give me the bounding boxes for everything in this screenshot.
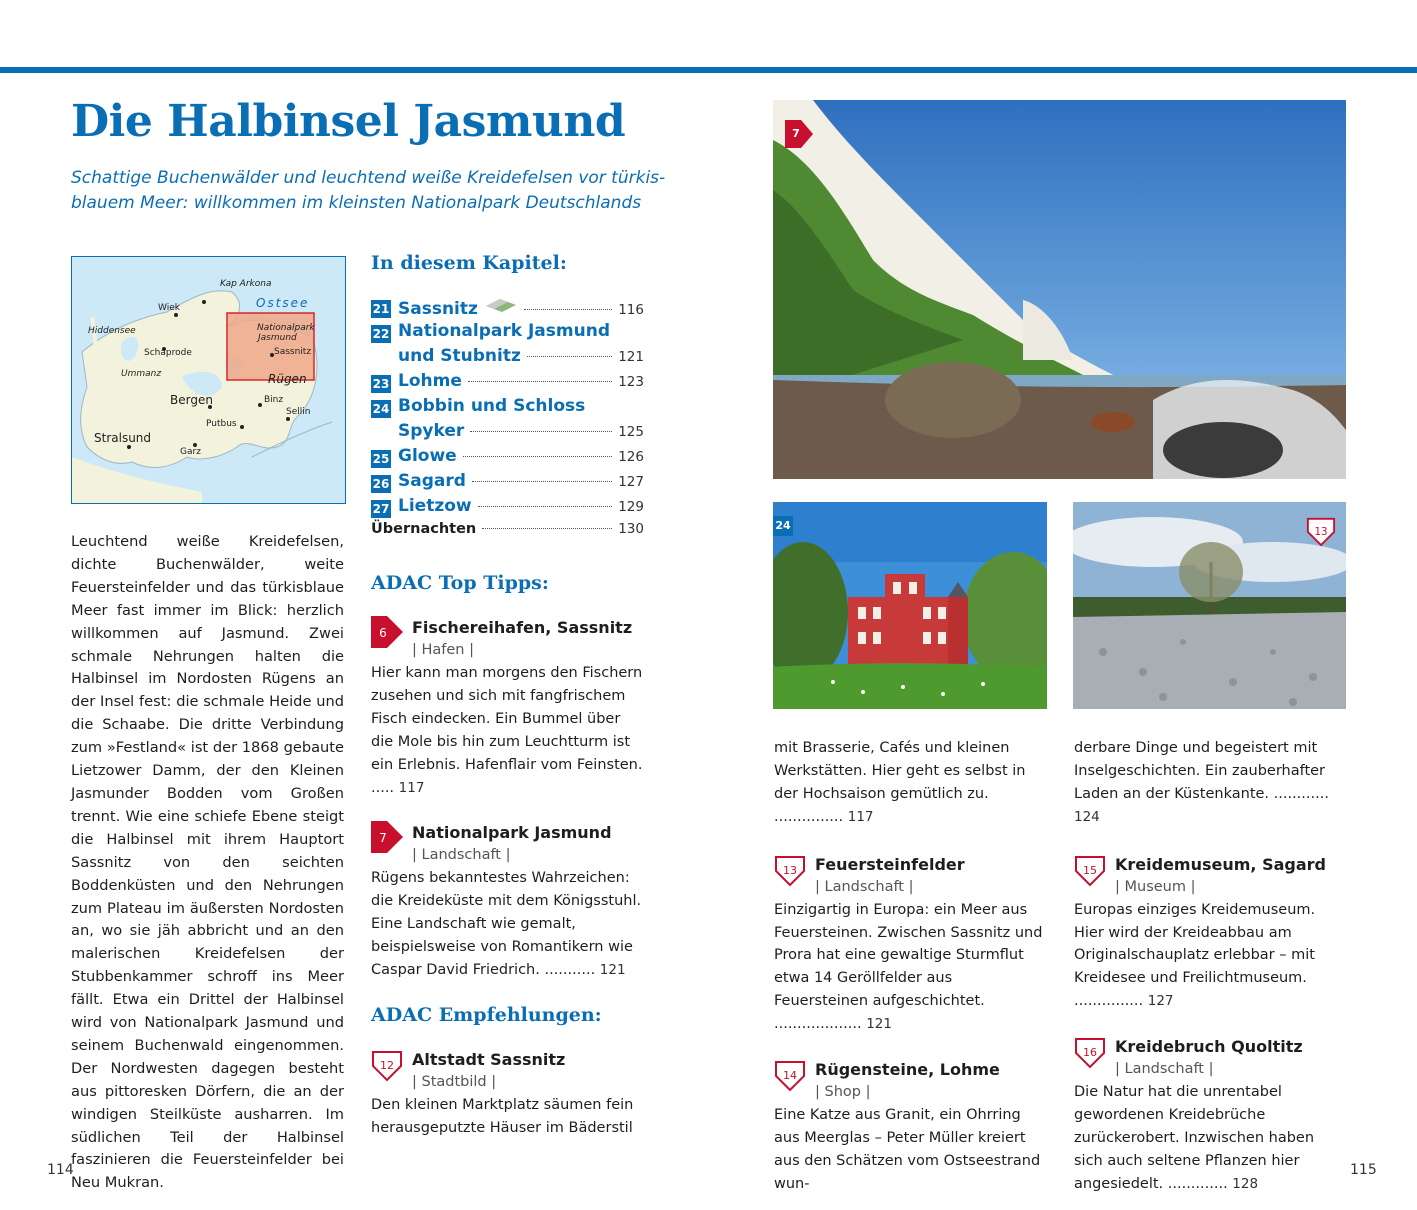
map-label-ostsee: Ostsee: [256, 296, 310, 310]
recommendation-pin-icon: [774, 853, 806, 887]
tip-page: 121: [599, 962, 626, 979]
tip-category: | Stadtbild |: [412, 1073, 497, 1090]
toc-item-sagard[interactable]: [371, 471, 644, 496]
tip-page: 127: [1147, 993, 1174, 1010]
top-tips-heading: ADAC Top Tipps:: [371, 572, 549, 594]
toc-name: Lietzow: [398, 496, 472, 516]
toc-item-glowe[interactable]: [371, 446, 644, 471]
toc-page: 116: [618, 302, 644, 318]
map-label-jasmund: Jasmund: [258, 333, 297, 343]
toc-name: Nationalpark Jasmund: [398, 321, 610, 341]
toc-item-lietzow[interactable]: [371, 496, 644, 521]
tip-title: Fischereihafen, Sassnitz: [412, 618, 633, 637]
toc-number: 25: [372, 451, 390, 466]
tip-text: Europas einziges Kreidemuseum. Hier wird der Kreideabbau am Originalschauplatz erlebbar – mit Kreidesee und Freilichtmuseum. ............... 127: [1074, 901, 1316, 1010]
map-icon: [484, 296, 518, 314]
top-tip-fischereihafen: [371, 616, 644, 799]
tip-category: | Museum |: [1115, 878, 1196, 895]
toc-item-nationalpark[interactable]: [371, 321, 644, 346]
toc-page: 130: [618, 521, 644, 537]
tip-text: Den kleinen Marktplatz säumen fein herausgeputzte Häuser im Bäderstil: [371, 1096, 634, 1136]
map-label-nationalpark: Nationalpark: [257, 323, 315, 333]
recommendation-pin-icon: [1074, 853, 1106, 887]
chapter-subtitle: Schattige Buchenwälder und leuchtend weiße Kreidefelsen vor türkis- blauem Meer: willkommen im kleinsten Nationalpark Deutschlands: [71, 168, 666, 213]
toc-number: 21: [372, 301, 390, 316]
map-label-kap-arkona: Kap Arkona: [220, 279, 272, 289]
tip-page: 117: [398, 779, 425, 796]
recommendation-pin-icon: [1074, 1035, 1106, 1069]
toc-number: 22: [372, 326, 390, 341]
continued-text: mit Brasserie, Cafés und kleinen Werkstätten. Hier geht es selbst in der Hochsaison gemütlich zu. ............... 117: [774, 740, 1026, 825]
tip-category: | Shop |: [815, 1084, 871, 1101]
map-label-garz: Garz: [180, 447, 201, 457]
recommendation-pin-icon: [1306, 514, 1336, 548]
svg-text:12: 12: [380, 1058, 394, 1072]
svg-text:6: 6: [379, 626, 387, 640]
recommendations-heading: ADAC Empfehlungen:: [371, 1003, 602, 1026]
toc-item-bobbin[interactable]: [371, 396, 644, 421]
toc-page: 126: [618, 449, 644, 465]
tip-category: | Hafen |: [412, 642, 474, 658]
svg-text:13: 13: [1314, 525, 1328, 538]
toc-name: Glowe: [398, 446, 457, 466]
toc-name: Sagard: [398, 471, 466, 491]
toc-item-stubnitz[interactable]: [371, 346, 644, 371]
map-label-sellin: Sellin: [286, 407, 311, 417]
tip-page: 117: [847, 808, 874, 825]
toc-number: 26: [372, 476, 390, 491]
svg-text:15: 15: [1083, 863, 1097, 877]
tip-category: | Landschaft |: [815, 878, 914, 895]
tip-text: Rügens bekanntestes Wahrzeichen: die Kreideküste mit dem Königsstuhl. Eine Landschaft wie gemalt, beispielsweise von Romantikern wie Caspar David Friedrich. ........... 121: [371, 870, 642, 979]
tip-title: Nationalpark Jasmund: [412, 823, 612, 843]
tip-page: 128: [1232, 1175, 1259, 1192]
map-label-wiek: Wiek: [158, 303, 180, 313]
continued-text: derbare Dinge und begeistert mit Inselgeschichten. Ein zauberhafter Laden an der Küstenkante. ............ 124: [1074, 740, 1329, 825]
svg-text:7: 7: [379, 831, 387, 846]
ruegen-map: [71, 256, 346, 504]
toc-name: Übernachten: [371, 521, 477, 537]
svg-text:13: 13: [783, 863, 797, 877]
intro-text: Leuchtend weiße Kreidefelsen, dichte Buchenwälder, weite Feuersteinfelder und das türkisblaue Meer fast immer im Blick: herzlich willkommen auf Jasmund. Zwei schmale Nehrungen halten die Halbinsel im Nordosten Rügens an der Insel fest: die schmale Heide und die Schaabe. Die dritte Verbindung zum »Festland« ist der 1868 gebaute Lietzower Damm, der den Kleinen Jasmunder Bodden vom Großen trennt. Wie eine schiefe Ebene steigt die Halbinsel mit ihrem Hauptort Sassnitz von den seichten Boddenküsten und den Nehrungen zum Plateau im äußersten Nordosten an, wo sie jäh abbricht und an den malerischen Kreidefelsen der Stubbenkammer schroff ins Meer fällt. Etwa ein Drittel der Halbinsel wird von Nationalpark Jasmund und seinem Buchenwald eingenommen. Der Nordwesten dagegen besteht aus pittoresken Dörfern, die an der windigen Steilküste ausharren. Im südlichen Teil der Halbinsel faszinieren die Feuersteinfelder bei Neu Mukran.: [71, 533, 344, 1192]
photo-badge: 7: [792, 127, 800, 140]
map-label-hiddensee: Hiddensee: [88, 326, 136, 336]
recommendation-pin-icon: [774, 1058, 806, 1092]
map-label-binz: Binz: [264, 395, 284, 405]
toc-number: 23: [372, 376, 390, 391]
tip-text: Eine Katze aus Granit, ein Ohrring aus Meerglas – Peter Müller kreiert aus den Schätzen vom Ostseestrand wun-: [774, 1107, 1041, 1192]
toc-number: 24: [372, 401, 390, 416]
top-tip-marker-icon: [371, 821, 403, 853]
tip-text: Die Natur hat die unrentabel gewordenen Kreidebrüche zurückerobert. Inzwischen haben sich auch seltene Pflanzen hier angesiedelt. ............. 128: [1074, 1084, 1315, 1192]
map-label-schaprode: Schaprode: [144, 348, 192, 358]
tip-category: | Landschaft |: [1115, 1061, 1214, 1078]
toc-name: Spyker: [398, 421, 465, 441]
tip-title: Kreidemuseum, Sagard: [1115, 854, 1326, 874]
chapter-heading: In diesem Kapitel:: [371, 252, 567, 274]
toc-item-sassnitz[interactable]: [371, 296, 644, 321]
toc-page: 127: [618, 474, 644, 490]
tip-page: 124: [1074, 808, 1100, 825]
toc-name: und Stubnitz: [398, 346, 521, 366]
photo-feuersteinfelder: [1073, 502, 1346, 709]
toc-item-lohme[interactable]: [371, 371, 644, 396]
page-number-right: 115: [1350, 1162, 1377, 1178]
toc-number: 27: [372, 501, 390, 516]
chapter-toc: [371, 296, 644, 546]
tip-text: Einzigartig in Europa: ein Meer aus Feuersteinen. Zwischen Sassnitz und Prora hat eine gewaltige Sturmflut etwa 14 Geröllfelder aus Feuersteinen aufgeschichtet. ................... 121: [774, 901, 1043, 1033]
map-label-ummanz: Ummanz: [121, 369, 162, 379]
map-label-putbus: Putbus: [206, 419, 237, 429]
right-column-1: [774, 737, 1047, 1196]
tip-page: 121: [866, 1016, 892, 1033]
page-title: Die Halbinsel Jasmund: [71, 96, 626, 147]
map-label-sassnitz: Sassnitz: [274, 347, 312, 357]
tip-title: Altstadt Sassnitz: [412, 1049, 566, 1069]
photo-chalk-cliffs: [773, 100, 1346, 479]
top-tip-marker-icon: [371, 616, 403, 648]
toc-item-uebernachten[interactable]: [371, 521, 644, 546]
toc-name: Sassnitz: [398, 299, 478, 319]
rec-kreidebruch-quoltitz: [1074, 1035, 1347, 1196]
toc-page: 129: [618, 499, 644, 515]
chapter-column: [371, 252, 644, 1140]
page-number-left: 114: [47, 1162, 74, 1178]
rec-feuersteinfelder: [774, 853, 1047, 1036]
map-label-stralsund: Stralsund: [94, 431, 152, 445]
svg-text:16: 16: [1083, 1046, 1097, 1060]
toc-page: 123: [618, 374, 644, 390]
tip-title: Rügensteine, Lohme: [815, 1060, 1000, 1080]
tip-title: Kreidebruch Quoltitz: [1115, 1037, 1303, 1057]
photo-castle-spyker: [773, 502, 1047, 709]
photo-badge: 24: [773, 516, 793, 536]
top-tip-nationalpark: [371, 821, 644, 982]
tip-text: Hier kann man morgens den Fischern zusehen und sich mit fangfrischem Fisch eindecken. Ein Bummel über die Mole bis hin zum Leuchtturm ist ein Erlebnis. Hafenflair vom Feinsten. ..... 117: [371, 665, 643, 796]
recommendation-pin-icon: [371, 1048, 403, 1082]
toc-name: Bobbin und Schloss: [398, 396, 586, 416]
map-label-bergen: Bergen: [170, 393, 213, 407]
toc-page: 125: [618, 424, 644, 440]
right-column-2: [1074, 737, 1347, 1196]
toc-item-spyker[interactable]: [371, 421, 644, 446]
rec-altstadt-sassnitz: [371, 1048, 644, 1140]
toc-name: Lohme: [398, 371, 462, 391]
toc-page: 121: [618, 349, 644, 365]
tip-title: Feuersteinfelder: [815, 854, 965, 874]
rec-ruegensteine: [774, 1058, 1047, 1196]
tip-category: | Landschaft |: [412, 847, 511, 864]
top-rule: [0, 67, 1417, 73]
map-label-ruegen: Rügen: [268, 372, 307, 386]
svg-text:14: 14: [783, 1069, 797, 1083]
rec-kreidemuseum: [1074, 853, 1347, 1014]
